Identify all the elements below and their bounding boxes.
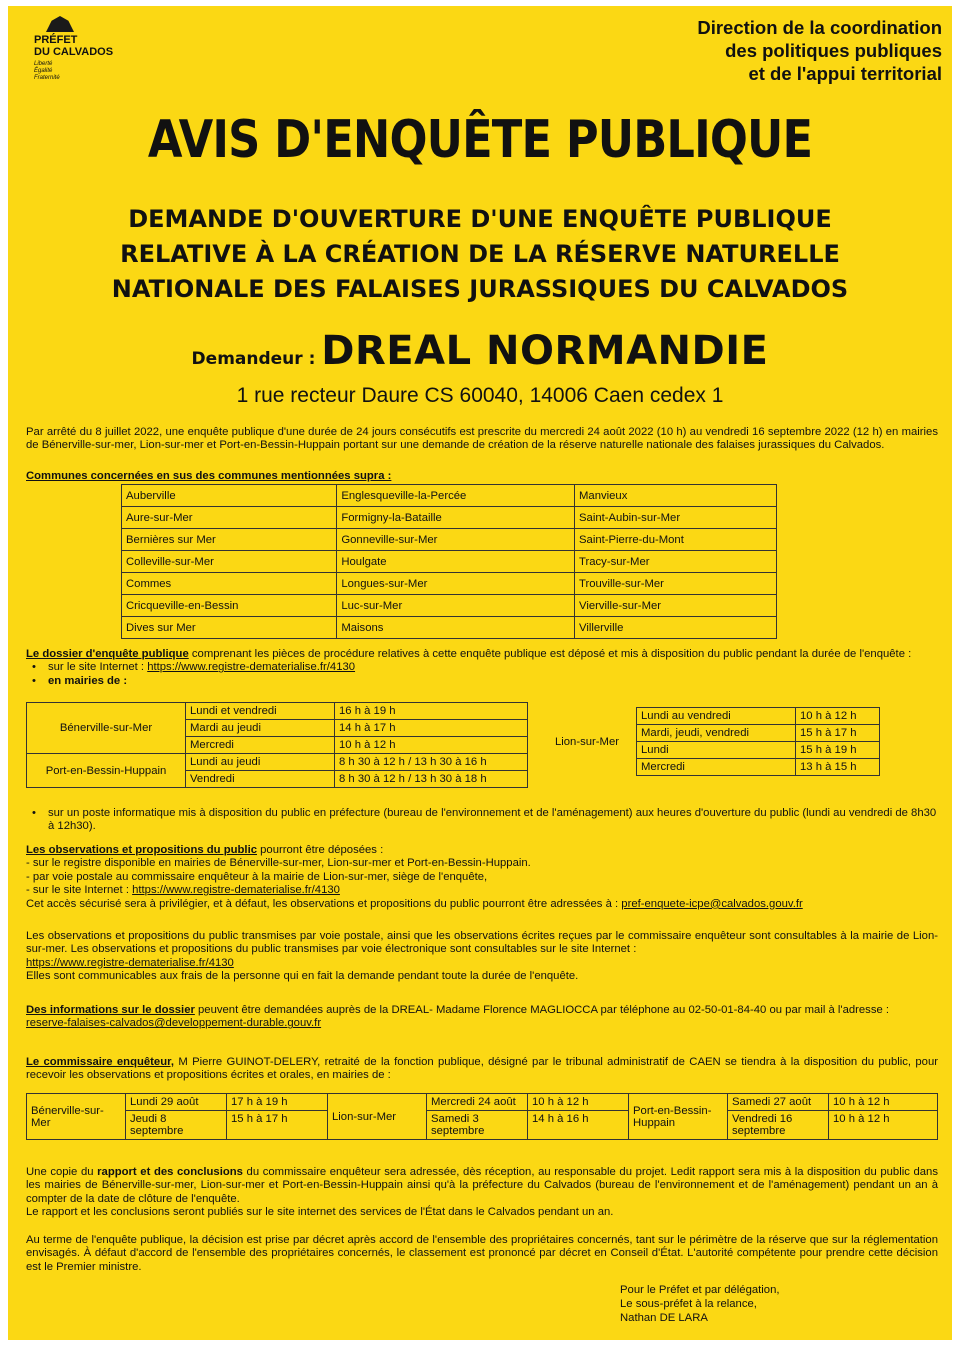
- permanences-table: [26, 1093, 938, 1140]
- communes-row: [122, 617, 777, 639]
- dossier-section: [26, 648, 938, 688]
- commune-cell: Port-en-Bessin-Huppain: [629, 1094, 728, 1140]
- day-cell: Mercredi: [186, 737, 335, 754]
- commune-name: Formigny-la-Bataille: [337, 507, 575, 529]
- dossier-mairies-item: [26, 675, 938, 688]
- commune-name: Commes: [122, 573, 337, 595]
- day-cell: Samedi 27 août: [728, 1094, 829, 1111]
- commune-name: Manvieux: [575, 485, 777, 507]
- communes-row: [122, 595, 777, 617]
- email-link[interactable]: pref-enquete-icpe@calvados.gouv.fr: [621, 897, 803, 910]
- commune-name: Saint-Pierre-du-Mont: [575, 529, 777, 551]
- commune-name: Colleville-sur-Mer: [122, 551, 337, 573]
- registre-link[interactable]: https://www.registre-dematerialise.fr/4130: [26, 956, 234, 969]
- day-cell: Lundi et vendredi: [186, 703, 335, 720]
- commune-cell: Port-en-Bessin-Huppain: [27, 754, 186, 788]
- rapport-line2: Le rapport et les conclusions seront publiés sur le site internet des services de l'État dans le Calvados pendant un an.: [26, 1206, 614, 1219]
- day-cell: Mardi au jeudi: [186, 720, 335, 737]
- hours-cell: 10 h à 12 h: [829, 1094, 938, 1111]
- demandeur: [8, 328, 952, 374]
- communicables-text: Elles sont communicables aux frais de la personne qui en fait la demande pendant toute la durée de l'enquête.: [26, 970, 579, 983]
- intro-paragraph: Par arrêté du 8 juillet 2022, une enquête publique d'une durée de 24 jours consécutifs est prescrite du mercredi 24 août 2022 (10 h) au vendredi 16 septembre 2022 (12 h) en mairies de Bénerville-sur-mer, Lion-sur-mer et Port-en-Bessin-Huppain portant sur une demande de création de la réserve naturelle nationale des falaises jurassiques du Calvados.: [26, 426, 938, 452]
- day-cell: Lundi au jeudi: [186, 754, 335, 771]
- hours-cell: 10 h à 12 h: [528, 1094, 629, 1111]
- commune-name: Gonneville-sur-Mer: [337, 529, 575, 551]
- hours-cell: 16 h à 19 h: [335, 703, 528, 720]
- poste-item: • sur un poste informatique mis à disposition du public en préfecture (bureau de l'environnement et de l'aménagement) aux heures d'ouverture du public (lundi au vendredi de 8h30 à 12h30).: [26, 807, 938, 834]
- informations-section: [26, 1004, 938, 1031]
- commune-name: Houlgate: [337, 551, 575, 573]
- hours-cell: 15 h à 17 h: [227, 1111, 328, 1140]
- poster: [8, 6, 952, 1340]
- direction-heading: [582, 16, 942, 85]
- dossier-lead: Le dossier d'enquête publique: [26, 648, 189, 660]
- day-cell: Vendredi 16 septembre: [728, 1111, 829, 1140]
- observations-lead-rest: pourront être déposées :: [257, 844, 384, 856]
- signature-line: Nathan DE LARA: [620, 1312, 708, 1324]
- devise-1: Liberté: [34, 61, 53, 67]
- day-cell: Lundi: [637, 742, 796, 759]
- dossier-internet-item: [26, 661, 938, 674]
- commune-name: Cricqueville-en-Bessin: [122, 595, 337, 617]
- commune-name: Bernières sur Mer: [122, 529, 337, 551]
- demandeur-label: Demandeur :: [191, 349, 322, 369]
- consultables-section: [26, 930, 938, 984]
- signature-line: Le sous-préfet à la relance,: [620, 1298, 757, 1310]
- informations-lead: Des informations sur le dossier: [26, 1004, 195, 1016]
- communes-heading: Communes concernées en sus des communes mentionnées supra :: [26, 470, 392, 482]
- direction-line: et de l'appui territorial: [748, 63, 942, 84]
- registre-link[interactable]: https://www.registre-dematerialise.fr/4130: [147, 661, 356, 674]
- logo-line-2: DU CALVADOS: [34, 46, 114, 58]
- hours-cell: 14 h à 17 h: [335, 720, 528, 737]
- direction-line: des politiques publiques: [725, 40, 942, 61]
- page-title: AVIS D'ENQUÊTE PUBLIQUE: [147, 110, 813, 170]
- commune-name: Trouville-sur-Mer: [575, 573, 777, 595]
- secure-text: Cet accès sécurisé sera à privilégier, et à défaut, les observations et propositions du public pourront être adressées à :: [26, 897, 622, 910]
- observation-line: - par voie postale au commissaire enquêteur à la mairie de Lion-sur-mer, siège de l'enquête,: [26, 870, 488, 883]
- day-cell: Lundi 29 août: [126, 1094, 227, 1111]
- subtitle: [8, 202, 952, 307]
- email-link[interactable]: reserve-falaises-calvados@developpement-durable.gouv.fr: [26, 1017, 322, 1030]
- marianne-icon: [46, 16, 74, 32]
- devise-3: Fraternité: [34, 75, 60, 81]
- commissaire-text: M Pierre GUINOT-DELERY, retraité de la fonction publique, désigné par le tribunal administratif de CAEN se tiendra à la disposition du public, pour recevoir les observations et propositions écrites et orales, en mairies de :: [26, 1056, 938, 1082]
- signature-line: Pour le Préfet et par délégation,: [620, 1284, 780, 1296]
- mairies-table-right: [538, 707, 880, 776]
- commune-name: Auberville: [122, 485, 337, 507]
- hours-cell: 15 h à 19 h: [796, 742, 880, 759]
- demandeur-value: DREAL NORMANDIE: [321, 328, 769, 374]
- rapport-text: du commissaire enquêteur sera adressée, dès réception, au responsable du projet. Ledit rapport sera mis à la disposition du public dans les mairies de Bénerville-sur-mer, Lion-sur-mer et Port-en-Bessin-Huppain ainsi qu'à la préfecture du Calvados (bureau de l'environnement et de l'aménagement) pendant un an à compter de la date de clôture de l'enquête.: [26, 1166, 938, 1205]
- mairies-table-left: [26, 702, 528, 788]
- day-cell: Mercredi: [637, 759, 796, 776]
- subtitle-line: NATIONALE DES FALAISES JURASSIQUES DU CALVADOS: [111, 275, 849, 303]
- informations-text: peuvent être demandées auprès de la DREAL- Madame Florence MAGLIOCCA par téléphone au 02-50-01-84-40 ou par mail à l'adresse :: [194, 1004, 890, 1016]
- commune-cell: Lion-sur-Mer: [328, 1094, 427, 1140]
- communes-row: [122, 485, 777, 507]
- day-cell: Mardi, jeudi, vendredi: [637, 725, 796, 742]
- day-cell: Vendredi: [186, 771, 335, 788]
- prefet-logo: [34, 16, 164, 82]
- address: 1 rue recteur Daure CS 60040, 14006 Caen cedex 1: [236, 384, 724, 407]
- communes-table: [121, 484, 777, 639]
- commune-name: Maisons: [337, 617, 575, 639]
- rapport-section: [26, 1166, 938, 1220]
- commune-cell: Lion-sur-Mer: [554, 735, 620, 748]
- commune-name: Aure-sur-Mer: [122, 507, 337, 529]
- commune-name: Englesqueville-la-Percée: [337, 485, 575, 507]
- commune-name: Tracy-sur-Mer: [575, 551, 777, 573]
- mairies-label: en mairies de :: [48, 674, 128, 687]
- commune-name: Luc-sur-Mer: [337, 595, 575, 617]
- registre-link[interactable]: https://www.registre-dematerialise.fr/4130: [132, 884, 340, 897]
- communes-row: [122, 573, 777, 595]
- observations-lead: Les observations et propositions du public: [26, 844, 257, 856]
- day-cell: Mercredi 24 août: [427, 1094, 528, 1111]
- communes-row: [122, 551, 777, 573]
- dossier-text: comprenant les pièces de procédure relatives à cette enquête publique est déposé et mis à disposition du public pendant la durée de l'enquête :: [188, 648, 912, 660]
- commune-name: Longues-sur-Mer: [337, 573, 575, 595]
- commune-name: Dives sur Mer: [122, 617, 337, 639]
- hours-cell: 13 h à 15 h: [796, 759, 880, 776]
- decision-paragraph: Au terme de l'enquête publique, la décision est prise par décret après accord de l'ensemble des propriétaires concernés, tant sur le périmètre de la réserve que sur la réglementation envisagés. À défaut d'accord de l'ensemble des propriétaires concernés, le classement est prononcé par décret en Conseil d'État. L'autorité compétente pour prendre cette décision est le Premier ministre.: [26, 1234, 938, 1273]
- consultables-text: Les observations et propositions du public transmises par voie postale, ainsi que les observations écrites reçues par le commissaire enquêteur sont consultables à la mairie de Lion-sur-mer. Les observations et propositions du public transmises par voie électronique sont consultables sur le site Internet :: [26, 930, 938, 956]
- commune-name: Vierville-sur-Mer: [575, 595, 777, 617]
- direction-line: Direction de la coordination: [697, 17, 942, 38]
- hours-cell: 8 h 30 à 12 h / 13 h 30 à 18 h: [335, 771, 528, 788]
- hours-cell: 10 h à 12 h: [829, 1111, 938, 1140]
- rapport-before: Une copie du: [26, 1166, 98, 1178]
- hours-cell: 17 h à 19 h: [227, 1094, 328, 1111]
- poste-section: [26, 807, 938, 834]
- signature-block: [620, 1283, 780, 1325]
- hours-cell: 10 h à 12 h: [335, 737, 528, 754]
- observation-line: - sur le registre disponible en mairies de Bénerville-sur-mer, Lion-sur-mer et Port-en-Bessin-Huppain.: [26, 857, 531, 870]
- commune-name: Saint-Aubin-sur-Mer: [575, 507, 777, 529]
- rapport-lead: rapport et des conclusions: [97, 1166, 243, 1178]
- subtitle-line: DEMANDE D'OUVERTURE D'UNE ENQUÊTE PUBLIQUE: [128, 205, 832, 233]
- logo-line-1: PRÉFET: [34, 34, 78, 46]
- observations-section: [26, 844, 938, 911]
- commissaire-lead: Le commissaire enquêteur,: [26, 1056, 175, 1068]
- devise-2: Égalité: [34, 68, 53, 74]
- internet-label: sur le site Internet :: [48, 661, 148, 674]
- communes-row: [122, 507, 777, 529]
- day-cell: Lundi au vendredi: [637, 708, 796, 725]
- subtitle-line: RELATIVE À LA CRÉATION DE LA RÉSERVE NATURELLE: [120, 240, 840, 268]
- hours-cell: 10 h à 12 h: [796, 708, 880, 725]
- day-cell: Jeudi 8 septembre: [126, 1111, 227, 1140]
- hours-cell: 14 h à 16 h: [528, 1111, 629, 1140]
- commune-cell: Bénerville-sur-Mer: [27, 703, 186, 754]
- commissaire-section: [26, 1056, 938, 1083]
- day-cell: Samedi 3 septembre: [427, 1111, 528, 1140]
- hours-cell: 8 h 30 à 12 h / 13 h 30 à 16 h: [335, 754, 528, 771]
- commune-cell: Bénerville-sur-Mer: [27, 1094, 126, 1140]
- commune-name: Villerville: [575, 617, 777, 639]
- hours-cell: 15 h à 17 h: [796, 725, 880, 742]
- internet-label: - sur le site Internet :: [26, 884, 133, 897]
- communes-row: [122, 529, 777, 551]
